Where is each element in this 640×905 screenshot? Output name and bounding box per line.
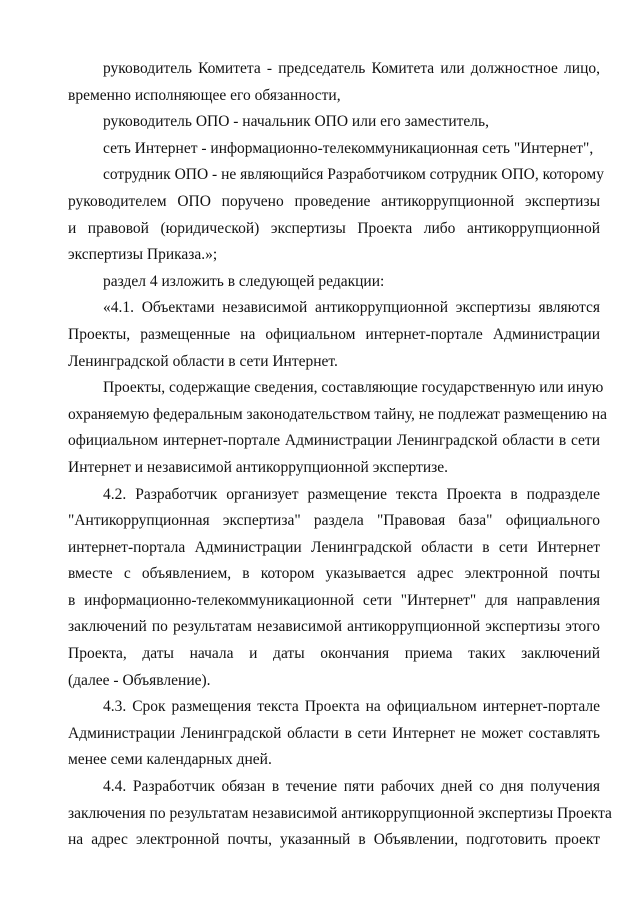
text-line: Ленинградской области в сети Интернет.	[68, 352, 338, 370]
text-line: Проекта, даты начала и даты окончания приема таких заключений	[68, 645, 600, 663]
text-line: руководитель ОПО - начальник ОПО или его заместитель,	[103, 113, 489, 131]
text-line: 4.2. Разработчик организует размещение текста Проекта в подразделе	[103, 485, 600, 503]
text-line: руководитель Комитета - председатель Комитета или должностное лицо,	[103, 60, 600, 77]
text-line: в информационно-телекоммуникационной сети "Интернет" для направления	[68, 591, 600, 609]
text-line: охраняемую федеральным законодательством тайну, не подлежат размещению на	[68, 405, 608, 423]
text-line: вместе с объявлением, в котором указывается адрес электронной почты	[68, 565, 600, 583]
text-line: Проекты, размещенные на официальном интернет-портале Администрации	[68, 325, 600, 343]
text-line: и правовой (юридической) экспертизы Проекта либо антикоррупционной	[68, 219, 600, 237]
text-line: сеть Интернет - информационно-телекоммуникационная сеть "Интернет",	[103, 139, 594, 157]
text-line: официальном интернет-портале Администрации Ленинградской области в сети	[68, 432, 600, 450]
text-line: раздел 4 изложить в следующей редакции:	[103, 272, 385, 290]
text-line: менее семи календарных дней.	[68, 751, 272, 769]
text-line: сотрудник ОПО - не являющийся Разработчиком сотрудник ОПО, которому	[103, 166, 604, 184]
text-line: заключений по результатам независимой антикоррупционной экспертизы этого	[68, 618, 600, 636]
text-line: экспертизы Приказа.»;	[68, 246, 218, 264]
text-line: (далее - Объявление).	[68, 671, 211, 689]
text-line: руководителем ОПО поручено проведение антикоррупционной экспертизы	[68, 192, 600, 210]
text-line: интернет-портала Администрации Ленинградской области в сети Интернет	[68, 538, 600, 556]
text-line: "Антикоррупционная экспертиза" раздела "Правовая база" официального	[68, 512, 600, 530]
text-line: Администрации Ленинградской области в сети Интернет не может составлять	[68, 724, 600, 742]
text-line: заключения по результатам независимой антикоррупционной экспертизы Проекта	[68, 804, 612, 822]
text-line: 4.3. Срок размещения текста Проекта на официальном интернет-портале	[103, 698, 600, 716]
document-body	[68, 56, 612, 854]
text-line: Интернет и независимой антикоррупционной экспертизе.	[68, 458, 449, 476]
text-line: Проекты, содержащие сведения, составляющие государственную или иную	[103, 379, 604, 397]
text-line: временно исполняющее его обязанности,	[68, 86, 341, 104]
text-line: 4.4. Разработчик обязан в течение пяти рабочих дней со дня получения	[103, 778, 600, 796]
text-line: «4.1. Объектами независимой антикоррупционной экспертизы являются	[103, 299, 600, 317]
text-line: на адрес электронной почты, указанный в Объявлении, подготовить проект	[68, 831, 600, 849]
